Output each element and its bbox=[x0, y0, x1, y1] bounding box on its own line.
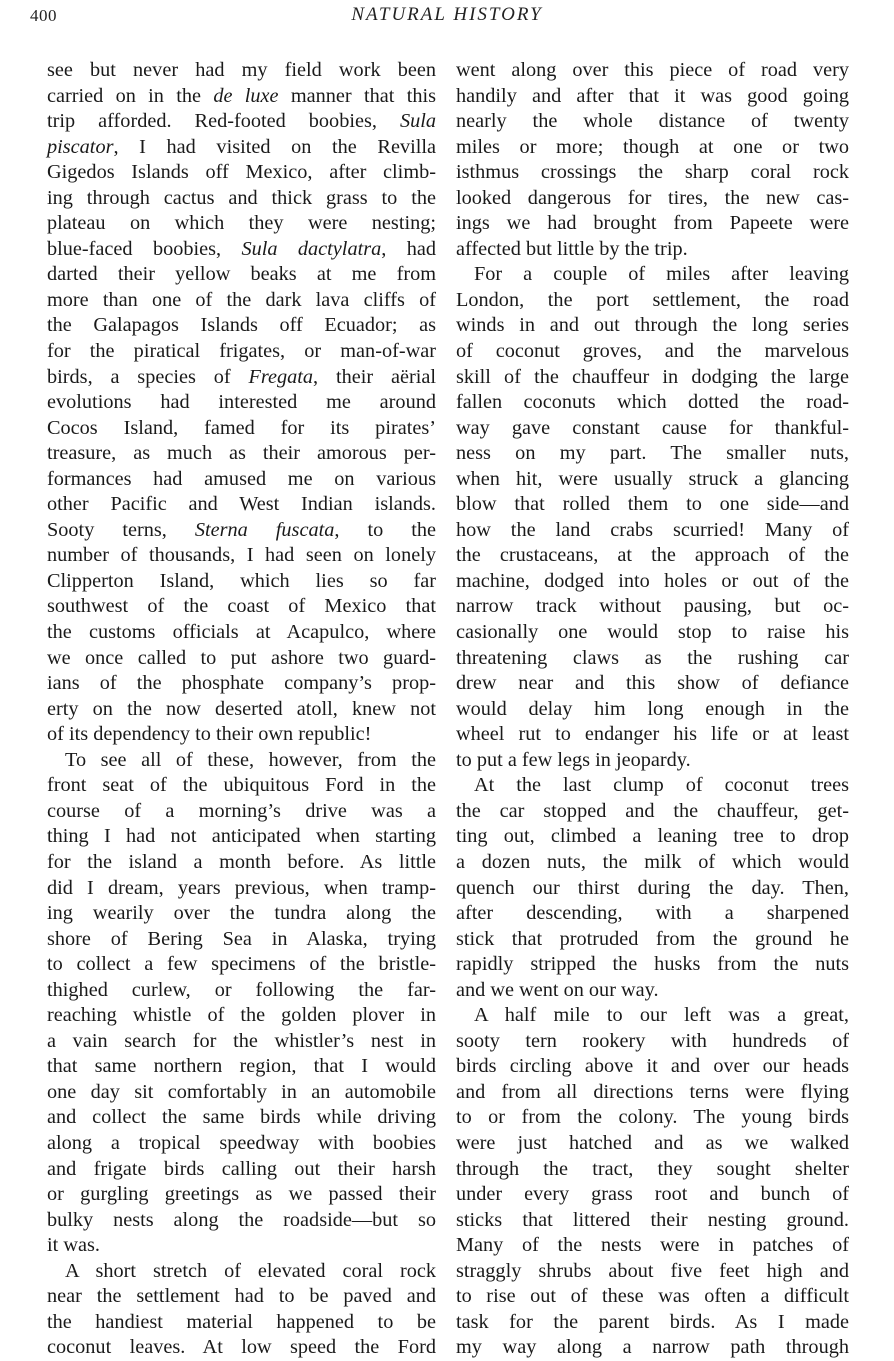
text-line: wheel rut to endanger his life or at least bbox=[456, 723, 849, 746]
text-line: thing I had not anticipated when starting bbox=[47, 825, 436, 848]
italic-species-name: Sula dactylatra bbox=[241, 237, 382, 260]
text-line: treasure, as much as their amorous per- bbox=[47, 442, 436, 465]
text-line: for the island a month before. As little bbox=[47, 850, 436, 873]
text-line: piscator, I had visited on the Revilla bbox=[47, 135, 436, 158]
italic-species-name: Sula bbox=[399, 110, 436, 133]
text-line: winds in and out through the long series bbox=[456, 314, 849, 337]
text-line: course of a morning’s drive was a bbox=[47, 799, 436, 822]
text-line: through the tract, they sought shelter bbox=[456, 1157, 849, 1180]
text-line: Many of the nests were in patches of bbox=[456, 1234, 849, 1257]
italic-species-name: piscator bbox=[47, 135, 114, 158]
text-line: when hit, were usually struck a glancing bbox=[456, 467, 849, 490]
text-line: see but never had my field work been bbox=[47, 59, 436, 81]
page-header bbox=[0, 0, 894, 40]
text-line: At the last clump of coconut trees bbox=[474, 774, 849, 797]
text-line: the handiest material happened to be bbox=[47, 1310, 436, 1333]
text-line: ting out, climbed a leaning tree to drop bbox=[456, 825, 849, 848]
text-line: blow that rolled them to one side—and bbox=[456, 493, 849, 516]
text-line: A short stretch of elevated coral rock bbox=[65, 1259, 436, 1282]
text-line: rapidly stripped the husks from the nuts bbox=[456, 953, 849, 976]
text-line: sooty tern rookery with hundreds of bbox=[456, 1029, 849, 1052]
text-line: under every grass root and bunch of bbox=[456, 1183, 849, 1206]
text-line: of its dependency to their own republic! bbox=[47, 723, 372, 746]
text-line: near the settlement had to be paved and bbox=[47, 1285, 436, 1308]
text-line: to or from the colony. The young birds bbox=[456, 1106, 849, 1129]
text-line: erty on the now deserted atoll, knew not bbox=[47, 697, 436, 720]
text-line: went along over this piece of road very bbox=[456, 59, 849, 81]
text-line: would delay him long enough in the bbox=[456, 697, 849, 720]
text-line: plateau on which they were nesting; bbox=[47, 212, 436, 235]
text-line: more than one of the dark lava cliffs of bbox=[47, 288, 436, 311]
text-line: thighed curlew, or following the far- bbox=[47, 978, 436, 1001]
italic-species-name: de luxe bbox=[213, 84, 279, 107]
text-line: after descending, with a sharpened bbox=[456, 902, 849, 925]
italic-species-name: Fregata bbox=[248, 365, 314, 388]
text-line: front seat of the ubiquitous Ford in the bbox=[47, 774, 436, 797]
text-line: task for the parent birds. As I made bbox=[456, 1310, 849, 1333]
text-line: isthmus crossings the sharp coral rock bbox=[456, 161, 849, 184]
text-line: the car stopped and the chauffeur, get- bbox=[456, 799, 849, 822]
running-title: NATURAL HISTORY bbox=[351, 4, 543, 25]
text-line: Clipperton Island, which lies so far bbox=[47, 569, 436, 592]
text-line: birds circling above it and over our heads bbox=[456, 1055, 849, 1078]
text-line: fallen coconuts which dotted the road- bbox=[456, 391, 849, 414]
text-line: did I dream, years previous, when tramp- bbox=[47, 876, 436, 899]
text-line: the crustaceans, at the approach of the bbox=[456, 544, 849, 567]
text-line: way gave constant cause for thankful- bbox=[456, 416, 849, 439]
text-line: sticks that littered their nesting ground. bbox=[456, 1208, 849, 1231]
text-line: and frigate birds calling out their harsh bbox=[47, 1157, 436, 1180]
text-line: a dozen nuts, the milk of which would bbox=[456, 850, 849, 873]
text-line: of coconut groves, and the marvelous bbox=[456, 340, 849, 363]
text-line: quench our thirst during the day. Then, bbox=[456, 876, 849, 899]
text-line: to put a few legs in jeopardy. bbox=[456, 748, 691, 771]
text-line: to rise out of these was often a difficult bbox=[456, 1285, 849, 1308]
text-line: Gigedos Islands off Mexico, after climb- bbox=[47, 161, 436, 184]
text-line: the Galapagos Islands off Ecuador; as bbox=[47, 314, 436, 337]
text-line: my way along a narrow path through bbox=[456, 1336, 849, 1359]
text-line: darted their yellow beaks at me from bbox=[47, 263, 436, 286]
text-line: along a tropical speedway with boobies bbox=[47, 1131, 436, 1154]
text-line: handily and after that it was good going bbox=[456, 84, 849, 107]
text-line: one day sit comfortably in an automobile bbox=[47, 1080, 436, 1103]
text-line: how the land crabs scurried! Many of bbox=[456, 518, 849, 541]
right-column bbox=[456, 58, 849, 1361]
text-line: ing wearily over the tundra along the bbox=[47, 902, 436, 925]
text-line: bulky nests along the roadside—but so bbox=[47, 1208, 436, 1231]
text-line: London, the port settlement, the road bbox=[456, 288, 849, 311]
text-line: a vain search for the whistler’s nest in bbox=[47, 1029, 436, 1052]
text-line: affected but little by the trip. bbox=[456, 237, 688, 260]
text-line: the customs officials at Acapulco, where bbox=[47, 621, 436, 644]
text-line: number of thousands, I had seen on lonely bbox=[47, 544, 436, 567]
text-line: drew near and this show of defiance bbox=[456, 672, 849, 695]
text-line: other Pacific and West Indian islands. bbox=[47, 493, 436, 516]
text-line: To see all of these, however, from the bbox=[65, 748, 436, 771]
text-line: reaching whistle of the golden plover in bbox=[47, 1004, 436, 1027]
text-line: machine, dodged into holes or out of the bbox=[456, 569, 849, 592]
text-line: casionally one would stop to raise his bbox=[456, 621, 849, 644]
text-line: skill of the chauffeur in dodging the large bbox=[456, 365, 849, 388]
text-line: blue-faced boobies, Sula dactylatra, had bbox=[47, 237, 436, 260]
text-line: ians of the phosphate company’s prop- bbox=[47, 672, 436, 695]
text-line: formances had amused me on various bbox=[47, 467, 436, 490]
text-line: carried on in the de luxe manner that this bbox=[47, 84, 436, 107]
text-line: to collect a few specimens of the bristle- bbox=[47, 953, 436, 976]
text-line: Cocos Island, famed for its pirates’ bbox=[47, 416, 436, 439]
page-number: 400 bbox=[30, 6, 57, 25]
text-line: trip afforded. Red-footed boobies, Sula bbox=[47, 110, 436, 133]
text-line: southwest of the coast of Mexico that bbox=[47, 595, 436, 618]
text-line: for the piratical frigates, or man-of-war bbox=[47, 340, 436, 363]
text-line: threatening claws as the rushing car bbox=[456, 646, 849, 669]
text-line: narrow track without pausing, but oc- bbox=[456, 595, 849, 618]
italic-species-name: Sterna fuscata bbox=[194, 518, 335, 541]
text-line: stick that protruded from the ground he bbox=[456, 927, 849, 950]
text-line: looked dangerous for tires, the new cas- bbox=[456, 186, 849, 209]
text-line: ing through cactus and thick grass to the bbox=[47, 186, 436, 209]
text-line: and collect the same birds while driving bbox=[47, 1106, 436, 1129]
text-line: we once called to put ashore two guard- bbox=[47, 646, 436, 669]
text-line: or gurgling greetings as we passed their bbox=[47, 1183, 436, 1206]
text-line: and from all directions terns were flying bbox=[456, 1080, 849, 1103]
text-line: shore of Bering Sea in Alaska, trying bbox=[47, 927, 436, 950]
text-line: were just hatched and as we walked bbox=[456, 1131, 849, 1154]
text-line: ness on my part. The smaller nuts, bbox=[456, 442, 849, 465]
text-line: miles or more; though at one or two bbox=[456, 135, 849, 158]
text-line: ings we had brought from Papeete were bbox=[456, 212, 849, 235]
text-line: A half mile to our left was a great, bbox=[474, 1004, 849, 1027]
text-line: nearly the whole distance of twenty bbox=[456, 110, 849, 133]
text-line: and we went on our way. bbox=[456, 978, 659, 1001]
left-column bbox=[47, 58, 436, 1361]
text-line: birds, a species of Fregata, their aërial bbox=[47, 365, 436, 388]
text-line: For a couple of miles after leaving bbox=[474, 263, 849, 286]
text-line: straggly shrubs about five feet high and bbox=[456, 1259, 849, 1282]
text-line: Sooty terns, Sterna fuscata, to the bbox=[47, 518, 436, 541]
text-line: it was. bbox=[47, 1234, 100, 1257]
text-line: evolutions had interested me around bbox=[47, 391, 436, 414]
text-line: coconut leaves. At low speed the Ford bbox=[47, 1336, 436, 1359]
text-line: that same northern region, that I would bbox=[47, 1055, 436, 1078]
